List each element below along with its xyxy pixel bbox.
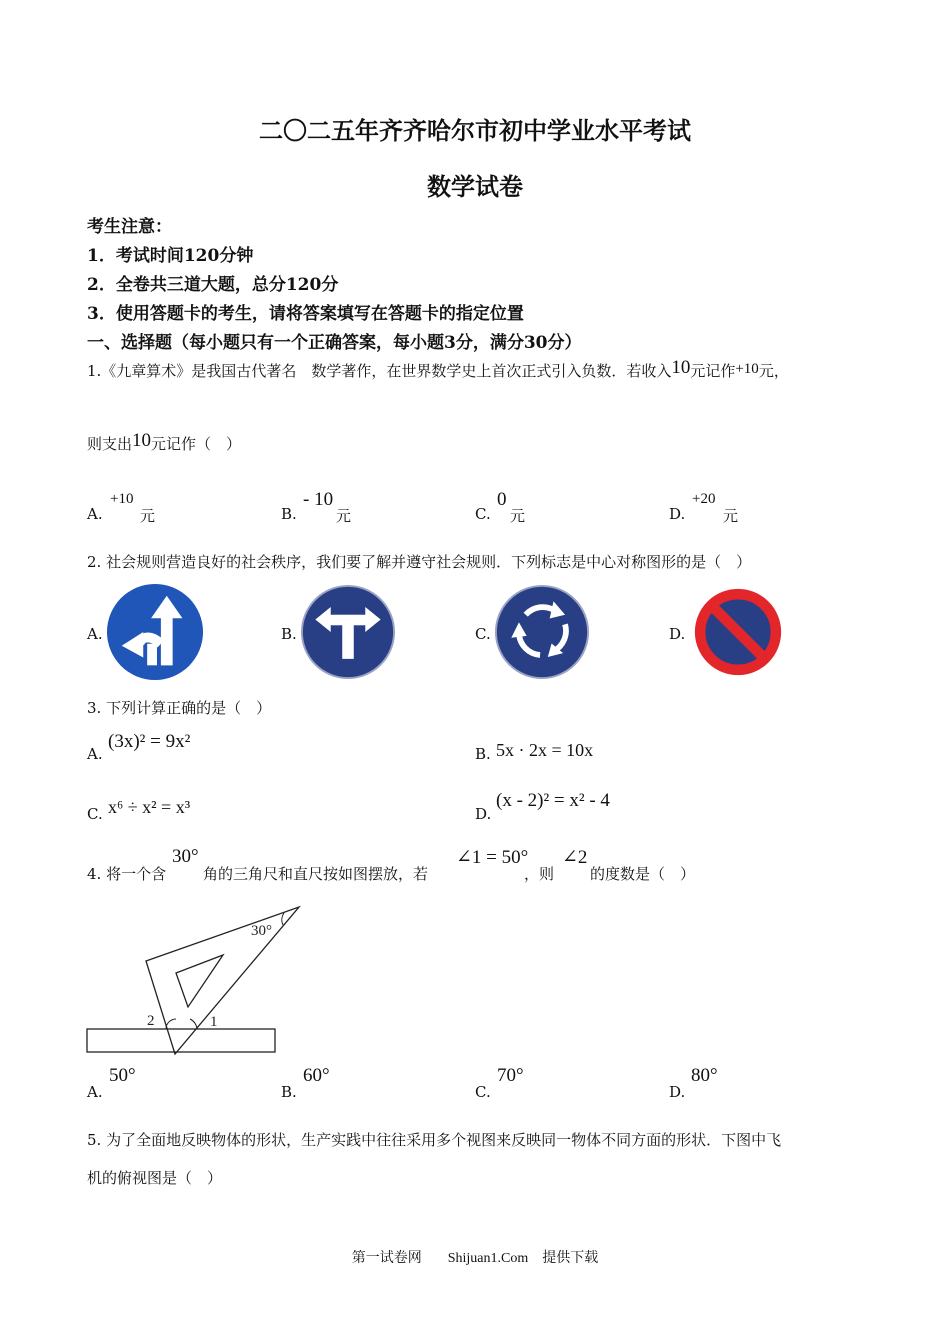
question-3-text: 3. 下列计算正确的是（ ） bbox=[87, 699, 272, 717]
q3-option-b-letter[interactable]: B. bbox=[475, 745, 491, 763]
q4-option-a-value: 50° bbox=[109, 1065, 136, 1086]
q4-option-b-value: 60° bbox=[303, 1065, 330, 1086]
question-4-part-d: 的度数是（ ） bbox=[590, 865, 696, 883]
roundabout-sign-icon bbox=[494, 584, 590, 680]
q2-option-c-letter[interactable]: C. bbox=[475, 625, 491, 643]
figure-label-30: 30° bbox=[251, 923, 272, 939]
question-4-angle-2: ∠2 bbox=[562, 847, 588, 868]
q4-option-d-letter[interactable]: D. bbox=[669, 1083, 686, 1101]
notice-item: 1．考试时间120分钟 bbox=[87, 246, 254, 266]
question-4-part-b: 角的三角尺和直尺按如图摆放，若 bbox=[203, 865, 429, 883]
q3-option-d-expr: (x - 2)² = x² - 4 bbox=[496, 790, 610, 811]
page-footer bbox=[0, 1247, 950, 1267]
page-title: 二〇二五年齐齐哈尔市初中学业水平考试 bbox=[259, 116, 691, 145]
q1-option-d-letter[interactable]: D. bbox=[669, 505, 686, 523]
figure-label-2: 2 bbox=[147, 1013, 155, 1029]
question-4-angle-30: 30° bbox=[172, 846, 199, 867]
notice-item: 3．使用答题卡的考生，请将答案填写在答题卡的指定位置 bbox=[87, 304, 524, 324]
straight-or-left-sign-icon bbox=[106, 583, 204, 681]
q3-option-c-letter[interactable]: C. bbox=[87, 805, 103, 823]
q2-option-d-letter[interactable]: D. bbox=[669, 625, 686, 643]
question-4-angle-1: ∠1 = 50° bbox=[456, 847, 529, 868]
figure-label-1: 1 bbox=[210, 1014, 218, 1030]
q3-option-d-letter[interactable]: D. bbox=[475, 805, 492, 823]
q1-option-b-unit: 元 bbox=[336, 507, 352, 525]
q2-option-a-letter[interactable]: A. bbox=[87, 625, 103, 643]
question-1-line-2: 则支出10元记作（ ） bbox=[87, 430, 242, 453]
q4-option-d-value: 80° bbox=[691, 1065, 718, 1086]
q3-option-a-letter[interactable]: A. bbox=[87, 745, 103, 763]
question-1-line-1: 1.《九章算术》是我国古代著名 数学著作，在世界数学史上首次正式引入负数．若收入10元记作+10元， bbox=[87, 357, 789, 380]
no-parking-sign-icon bbox=[694, 588, 782, 676]
q1-option-b-value: - 10 bbox=[303, 489, 334, 510]
q1-option-a-value: +10 bbox=[110, 491, 134, 507]
notice-heading: 考生注意： bbox=[87, 217, 172, 237]
q1-option-a-letter[interactable]: A. bbox=[87, 505, 103, 523]
q1-option-c-value: 0 bbox=[497, 489, 507, 510]
q4-option-b-letter[interactable]: B. bbox=[281, 1083, 297, 1101]
q1-option-d-value: +20 bbox=[692, 491, 716, 507]
q3-option-a-expr: (3x)² = 9x² bbox=[108, 731, 191, 752]
question-5-line-1: 5. 为了全面地反映物体的形状，生产实践中往往采用多个视图来反映同一物体不同方面的形状．下图中飞 bbox=[87, 1131, 782, 1149]
q2-option-b-letter[interactable]: B. bbox=[281, 625, 297, 643]
straight-or-both-turn-sign-icon bbox=[300, 584, 396, 680]
q1-option-c-letter[interactable]: C. bbox=[475, 505, 491, 523]
triangle-ruler-figure bbox=[80, 895, 310, 1065]
footer-site-name: 第一试卷网 bbox=[351, 1250, 422, 1266]
question-2-text: 2. 社会规则营造良好的社会秩序，我们要了解并遵守社会规则．下列标志是中心对称图形的是（ ） bbox=[87, 553, 752, 571]
q4-option-a-letter[interactable]: A. bbox=[87, 1083, 103, 1101]
q1-option-b-letter[interactable]: B. bbox=[281, 505, 297, 523]
section-heading: 一、选择题（每小题只有一个正确答案，每小题3分，满分30分） bbox=[87, 333, 582, 353]
question-4-part-c: ，则 bbox=[524, 865, 555, 883]
q4-option-c-value: 70° bbox=[497, 1065, 524, 1086]
q1-option-c-unit: 元 bbox=[510, 507, 526, 525]
q3-option-c-expr: x⁶ ÷ x² = x³ bbox=[108, 797, 191, 817]
q3-option-b-expr: 5x · 2x = 10x bbox=[496, 740, 594, 760]
notice-item: 2．全卷共三道大题，总分120分 bbox=[87, 275, 339, 295]
footer-site-link[interactable]: Shijuan1.Com bbox=[447, 1251, 529, 1266]
q4-option-c-letter[interactable]: C. bbox=[475, 1083, 491, 1101]
q1-option-a-unit: 元 bbox=[140, 507, 156, 525]
q1-option-d-unit: 元 bbox=[723, 507, 739, 525]
page-subtitle: 数学试卷 bbox=[427, 172, 523, 201]
question-5-line-2: 机的俯视图是（ ） bbox=[87, 1169, 223, 1187]
footer-download-text: 提供下载 bbox=[542, 1250, 599, 1266]
question-4-part-a: 4. 将一个含 bbox=[87, 865, 167, 883]
